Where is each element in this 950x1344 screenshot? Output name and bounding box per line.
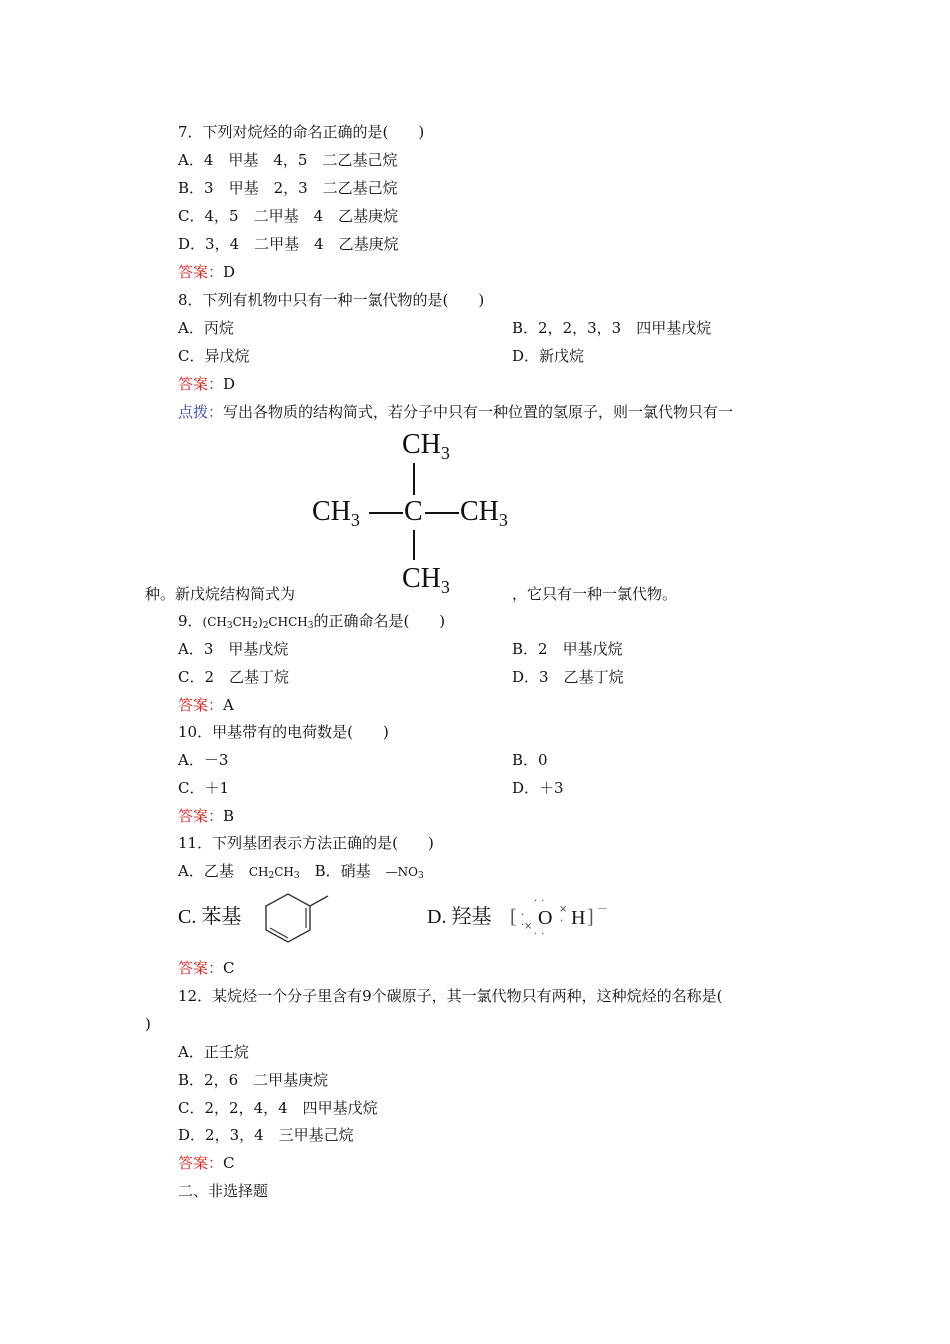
q12-option-c: C．2，2，4，4 四甲基戊烷 [178,1099,378,1117]
benzene-ring-icon [262,890,332,950]
bond-vertical-top [413,463,415,495]
answer-label: 答案： [178,1154,224,1172]
q10-stem: 10．甲基带有的电荷数是( ) [178,723,389,741]
answer-value: C [223,959,235,977]
q8-stem: 8．下列有机物中只有一种一氯代物的是( ) [178,291,485,309]
structure-bottom-text: $CH_3$ [402,563,450,597]
bond-horizontal-left [369,512,403,514]
electron-dots-left: · · [521,910,525,931]
structure-right-ch3 [460,497,508,535]
q12-option-b: B．2，6 二甲基庚烷 [178,1071,329,1089]
hydroxyl-o: O [538,907,553,929]
electron-cross-bottom-left: × [524,921,533,932]
answer-value: A [223,696,234,714]
answer-value: D [223,263,236,281]
q7-option-a: A．4 甲基 4，5 二乙基己烷 [178,151,398,169]
electron-cross-right: × [559,904,568,915]
q7-stem: 7．下列对烷烃的命名正确的是( ) [178,123,425,141]
structure-left-ch3 [312,497,360,535]
q9-option-c: C．2 乙基丁烷 [178,668,290,686]
q8-hint-cont-right: ，它只有一种一氯代物。 [512,585,678,603]
q7-option-d: D．3，4 二甲基 4 乙基庚烷 [178,235,399,253]
bond-vertical-bottom [413,530,415,560]
q11-c-label: C. 苯基 [178,906,242,928]
bracket-left: [ [510,906,517,928]
answer-value: C [223,1154,235,1172]
q11-a-label: A．乙基 [178,862,249,880]
q8-option-c: C．异戊烷 [178,347,250,365]
q7-option-b: B．3 甲基 2，3 二乙基己烷 [178,179,398,197]
answer-value: B [223,807,235,825]
q11-stem: 11．下列基团表示方法正确的是( ) [178,834,434,852]
electron-dots-bottom: ·· [534,929,549,940]
q12-stem-cont: ) [145,1015,151,1033]
q12-stem: 12．某烷烃一个分子里含有9个碳原子，其一氯代物只有两种，这种烷烃的名称是( [178,987,723,1005]
q11-b-formula: $—NO_3$ [385,865,424,881]
q11-option-ab [178,861,424,886]
charge-sign: － [597,902,608,915]
q10-option-a: A．－3 [178,751,229,769]
q9-option-d: D．3 乙基丁烷 [512,668,624,686]
answer-value: D [223,375,236,393]
q12-option-a: A．正壬烷 [178,1043,249,1061]
electron-dot-right: · [560,916,564,927]
section-heading: 二、非选择题 [178,1182,269,1200]
answer-label: 答案： [178,375,224,393]
structure-left-text: $CH_3$ [312,496,360,530]
bracket-right: ] [587,906,594,928]
q8-hint-cont-left: 种。新戊烷结构简式为 [145,585,296,603]
q7-option-c: C．4，5 二甲基 4 乙基庚烷 [178,207,399,225]
q10-answer [178,806,234,826]
answer-label: 答案： [178,696,224,714]
hydroxyl-h: H [571,907,586,929]
q9-option-a: A．3 甲基戊烷 [178,640,289,658]
q12-answer [178,1153,235,1173]
structure-bottom-ch3 [402,564,450,602]
answer-label: 答案： [178,959,224,977]
q9-number: 9． [178,612,203,630]
bond-horizontal-right [425,512,459,514]
q10-option-d: D．＋3 [512,779,564,797]
answer-label: 答案： [178,807,224,825]
q8-hint [178,402,733,422]
hint-label: 点拨： [178,403,224,421]
q10-option-b: B．0 [512,751,548,769]
structure-top-ch3 [402,430,450,468]
q10-option-c: C．＋1 [178,779,230,797]
q7-answer [178,262,235,282]
q12-option-d: D．2，3，4 三甲基己烷 [178,1126,354,1144]
q8-option-b: B．2，2，3，3 四甲基戊烷 [512,319,712,337]
q8-option-d: D．新戊烷 [512,347,585,365]
structure-center-c: C [404,496,423,527]
q11-answer [178,958,235,978]
q9-option-b: B．2 甲基戊烷 [512,640,623,658]
structure-top-text: $CH_3$ [402,429,450,463]
q9-answer [178,695,234,715]
answer-label: 答案： [178,263,224,281]
structure-right-text: $CH_3$ [460,496,508,530]
q9-stem [178,611,445,636]
q8-answer [178,374,235,394]
electron-dots-top: ·· [534,896,549,907]
q9-formula: $(CH_3CH_2)_2CHCH_3$ [202,615,314,631]
q11-d-label: D. 羟基 [427,906,492,928]
hint-text: 写出各物质的结构简式，若分子中只有一种位置的氢原子，则一氯代物只有一 [223,403,734,421]
q11-b-label: B．硝基 [314,862,386,880]
q9-stem-text: 的正确命名是( ) [313,612,446,630]
q8-option-a: A．丙烷 [178,319,234,337]
q11-a-formula: $CH_2CH_3$ [248,865,300,881]
